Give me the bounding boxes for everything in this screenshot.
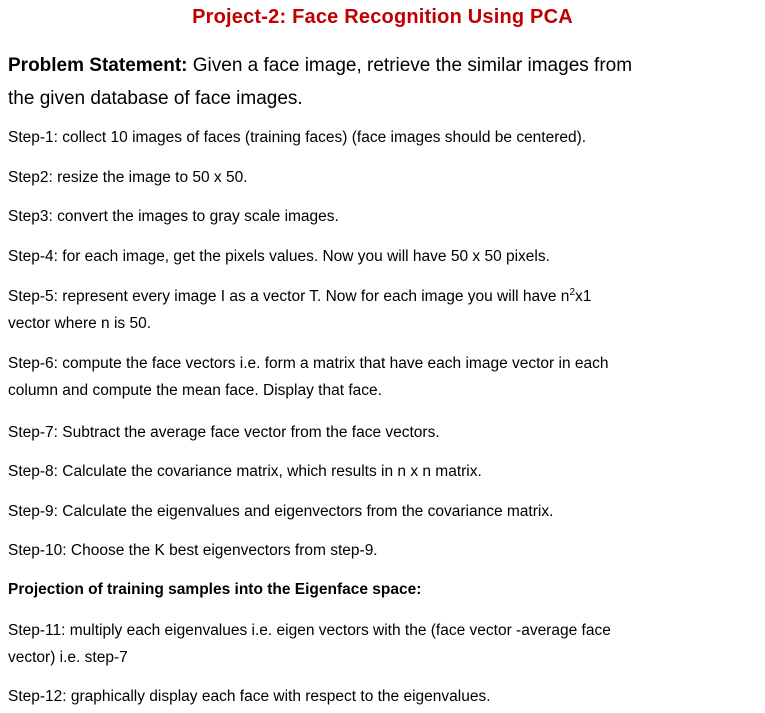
step-11-line-2: vector) i.e. step-7: [8, 649, 128, 666]
problem-statement-line-1: [8, 50, 757, 81]
step-5-line-2: vector where n is 50.: [8, 315, 152, 332]
step-10: Step-10: Choose the K best eigenvectors from step-9.: [8, 542, 378, 559]
step-8: Step-8: Calculate the covariance matrix, which results in n x n matrix.: [8, 463, 482, 480]
step-1: Step-1: collect 10 images of faces (training faces) (face images should be centered).: [8, 129, 587, 146]
step-12: Step-12: graphically display each face with respect to the eigenvalues.: [8, 688, 491, 705]
step-6-line-1: Step-6: compute the face vectors i.e. form a matrix that have each image vector in each: [8, 355, 609, 372]
step-11-line-1: Step-11: multiply each eigenvalues i.e. eigen vectors with the (face vector -average face: [8, 622, 611, 639]
step-6-line-2: column and compute the mean face. Display that face.: [8, 382, 382, 399]
step-5-text-b: x1: [575, 288, 592, 305]
step-5-text-a: Step-5: represent every image I as a vector T. Now for each image you will have n: [8, 288, 570, 305]
step-5-superscript: 2: [569, 286, 575, 298]
step-7: Step-7: Subtract the average face vector from the face vectors.: [8, 424, 440, 441]
page-title: Project-2: Face Recognition Using PCA: [192, 6, 573, 28]
projection-heading: Projection of training samples into the Eigenface space:: [8, 581, 422, 598]
step-4: Step-4: for each image, get the pixels values. Now you will have 50 x 50 pixels.: [8, 248, 550, 265]
step-2: Step2: resize the image to 50 x 50.: [8, 169, 248, 186]
problem-statement-label: Problem Statement:: [8, 55, 188, 76]
problem-statement-line-2: the given database of face images.: [8, 88, 303, 109]
step-5-line-1: [8, 287, 757, 307]
step-3: Step3: convert the images to gray scale images.: [8, 208, 339, 225]
step-9: Step-9: Calculate the eigenvalues and eigenvectors from the covariance matrix.: [8, 503, 554, 520]
problem-statement-text-1: Given a face image, retrieve the similar images from: [187, 55, 633, 76]
